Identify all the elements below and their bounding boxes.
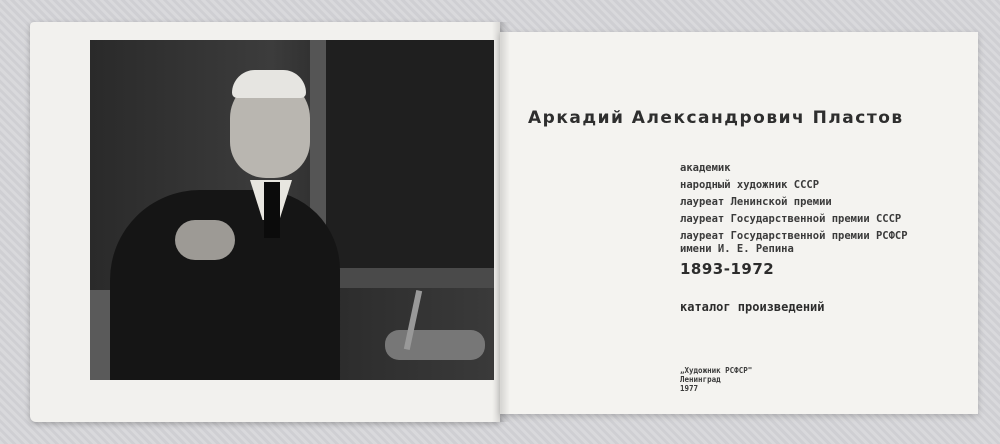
catalog-subtitle: каталог произведений <box>680 300 825 314</box>
publisher-year: 1977 <box>680 384 699 393</box>
photo-figure-coat <box>110 190 340 380</box>
honor-line: лауреат Государственной премии СССР <box>680 213 902 225</box>
photo-palette <box>385 330 485 360</box>
photo-figure-tie <box>264 182 280 238</box>
honor-line: народный художник СССР <box>680 179 820 191</box>
honor-line: лауреат Государственной премии РСФСР <box>680 230 908 242</box>
publisher-city: Ленинград <box>680 375 721 384</box>
publisher-imprint <box>680 366 752 393</box>
publisher-name: „Художник РСФСР" <box>680 366 753 375</box>
left-page <box>30 22 500 422</box>
book-gutter <box>492 22 510 422</box>
honor-line: имени И. Е. Репина <box>680 243 794 255</box>
author-name: Аркадий Александрович Пластов <box>528 108 904 128</box>
right-page <box>500 32 978 414</box>
life-years: 1893-1972 <box>680 260 775 278</box>
honor-line: лауреат Ленинской премии <box>680 196 832 208</box>
photo-canvas-board <box>320 40 494 270</box>
photo-figure-hair <box>232 70 306 98</box>
photo-figure-hand <box>175 220 235 260</box>
honors-list <box>680 162 970 260</box>
portrait-photo <box>90 40 494 380</box>
honor-line: академик <box>680 162 731 174</box>
book-spread <box>30 22 978 422</box>
